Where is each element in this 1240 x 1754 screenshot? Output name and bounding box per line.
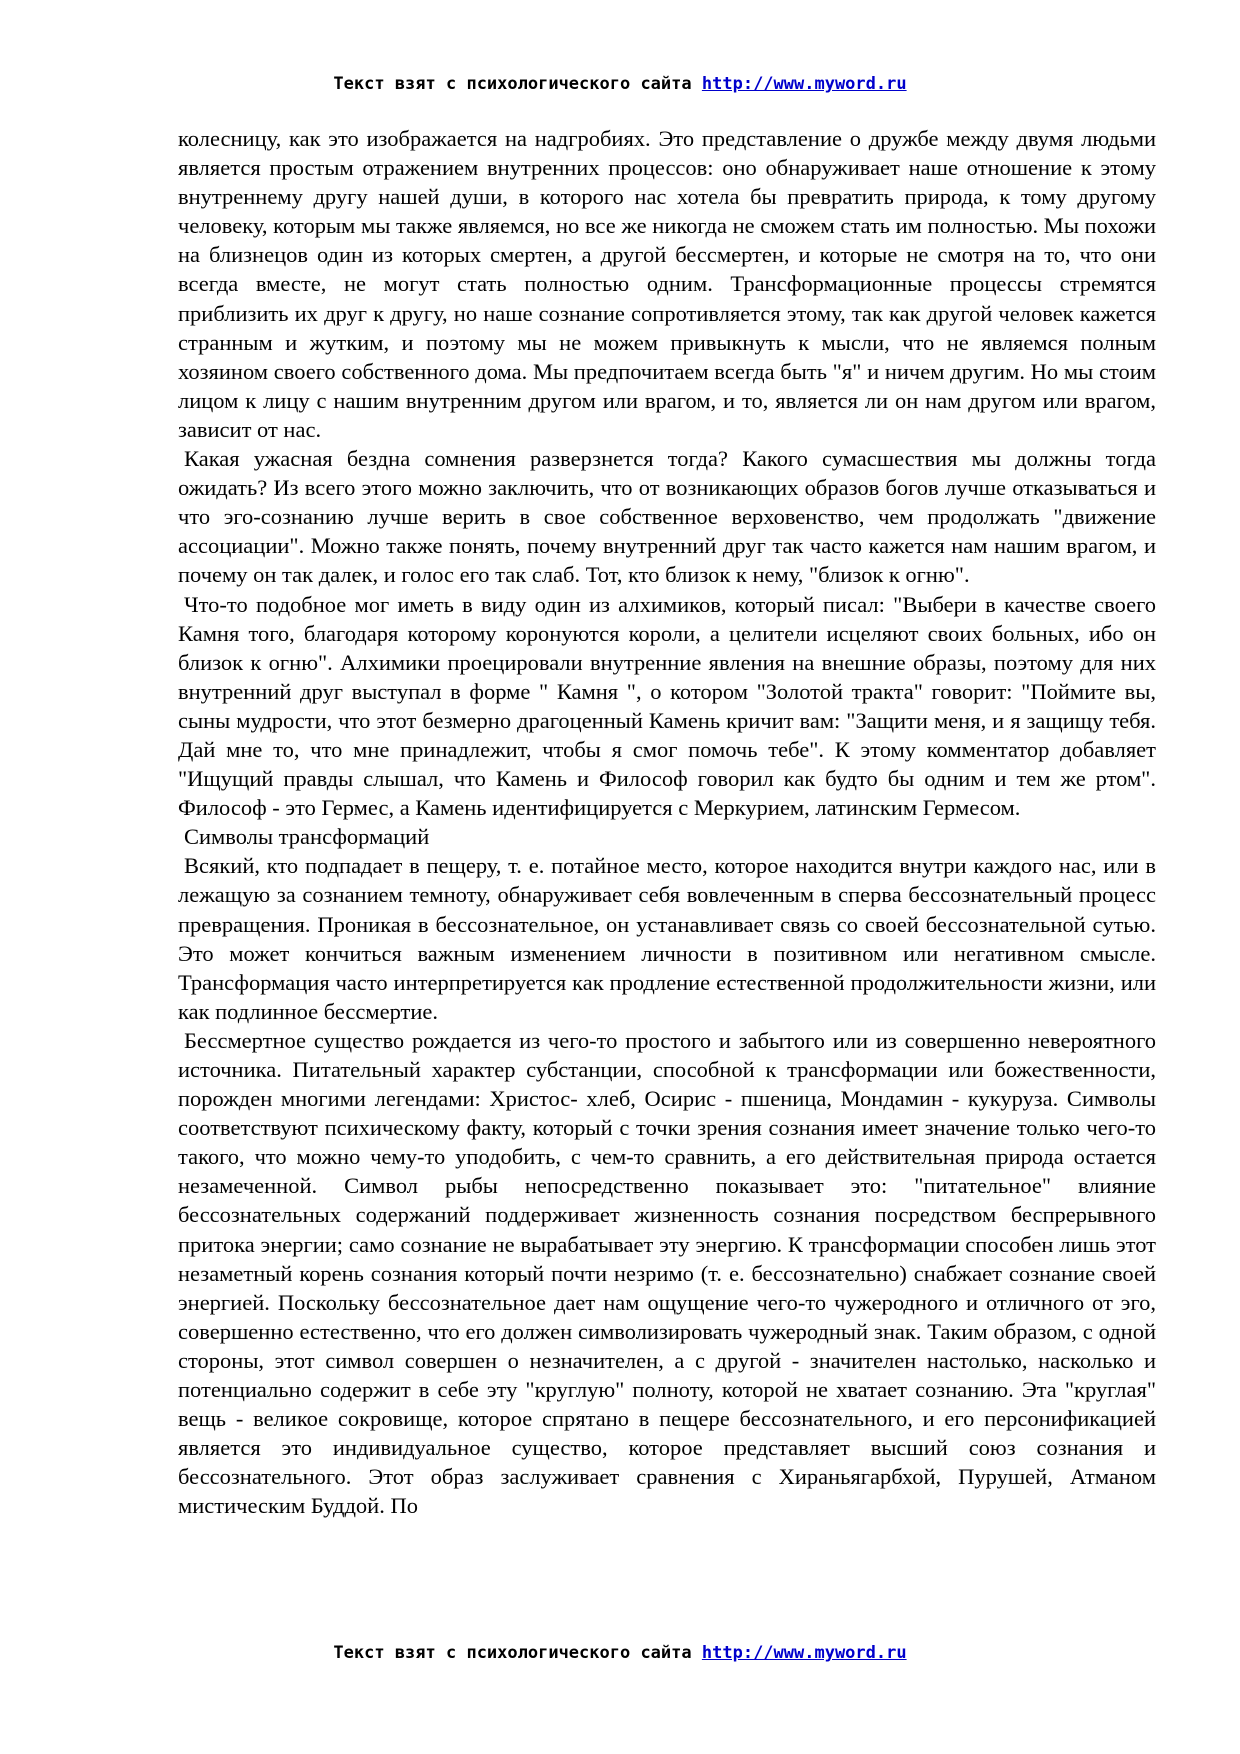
page-header xyxy=(0,74,1240,94)
paragraph: Всякий, кто подпадает в пещеру, т. е. потайное место, которое находится внутри каждого нас, или в лежащую за сознанием темноту, обнаруживает себя вовлеченным в сперва бессознательный процесс превращения. Проникая в бессознательное, он устанавливает связь со своей бессознательной сутью. Это может кончиться важным изменением личности в позитивном или негативном смысле. Трансформация часто интерпретируется как продление естественной продолжительности жизни, или как подлинное бессмертие. xyxy=(178,853,1156,1024)
paragraph: Что-то подобное мог иметь в виду один из алхимиков, который писал: "Выбери в качестве своего Камня того, благодаря которому коронуются короли, а целители исцеляют своих больных, ибо он близок к огню". Алхимики проецировали внутренние явления на внешние образы, поэтому для них внутренний друг выступал в форме " Камня ", о котором "Золотой тракта" говорит: "Поймите вы, сыны мудрости, что этот безмерно драгоценный Камень кричит вам: "Защити меня, и я защищу тебя. Дай мне то, что мне принадлежит, чтобы я смог помочь тебе". К этому комментатор добавляет "Ищущий правды слышал, что Камень и Философ говорил как будто бы одним и тем же ртом". Философ - это Гермес, а Камень идентифицируется с Меркурием, латинским Гермесом. xyxy=(178,591,1156,821)
section-heading: Символы трансформаций xyxy=(184,824,430,850)
paragraph: Какая ужасная бездна сомнения разверзнется тогда? Какого сумасшествия мы должны тогда ожидать? Из всего этого можно заключить, что от возникающих образов богов лучше отказываться и что эго-сознанию лучше верить в свое собственное верховенство, чем продолжать "движение ассоциации". Можно также понять, почему внутренний друг так часто кажется нам нашим врагом, и почему он так далек, и голос его так слаб. Тот, кто близок к нему, "близок к огню". xyxy=(178,446,1156,588)
header-site-link[interactable]: http://www.myword.ru xyxy=(701,74,907,94)
footer-text: Текст взят с психологического сайта xyxy=(333,1643,692,1663)
document-body xyxy=(178,124,1156,1521)
paragraph: Бессмертное существо рождается из чего-то простого и забытого или из совершенно невероятного источника. Питательный характер субстанции, способной к трансформации или божественности, порожден многими легендами: Христос- хлеб, Осирис - пшеница, Мондамин - кукуруза. Символы соответствуют психическому факту, который с точки зрения сознания имеет значение только чего-то такого, что можно чему-то уподобить, с чем-то сравнить, а его действительная природа остается незамеченной. Символ рыбы непосредственно показывает это: "питательное" влияние бессознательных содержаний поддерживает жизненность сознания посредством беспрерывного притока энергии; само сознание не вырабатывает эту энергию. К трансформации способен лишь этот незаметный корень сознания который почти незримо (т. е. бессознательно) снабжает сознание своей энергией. Поскольку бессознательное дает нам ощущение чего-то чужеродного и отличного от эго, совершенно естественно, что его должен символизировать чужеродный знак. Таким образом, с одной стороны, этот символ совершен о незначителен, а с другой - значителен настолько, насколько и потенциально содержит в себе эту "круглую" полноту, которой не хватает сознанию. Эта "круглая" вещь - великое сокровище, которое спрятано в пещере бессознательного, и его персонификацией является это индивидуальное существо, которое представляет высший союз сознания и бессознательного. Этот образ заслуживает сравнения с Хираньягарбхой, Пурушей, Атманом мистическим Буддой. По xyxy=(178,1027,1156,1519)
footer-site-link[interactable]: http://www.myword.ru xyxy=(701,1643,907,1663)
page-footer xyxy=(0,1643,1240,1663)
paragraph: колесницу, как это изображается на надгробиях. Это представление о дружбе между двумя людьми является простым отражением внутренних процессов: оно обнаруживает наше отношение к этому внутреннему другу нашей души, в которого нас хотела бы превратить природа, к тому другому человеку, которым мы также являемся, но все же никогда не сможем стать им полностью. Мы похожи на близнецов один из которых смертен, а другой бессмертен, и которые не смотря на то, что они всегда вместе, не могут стать полностью одним. Трансформационные процессы стремятся приблизить их друг к другу, но наше сознание сопротивляется этому, так как другой человек кажется странным и жутким, и поэтому мы не можем привыкнуть к мысли, что не являемся полным хозяином своего собственного дома. Мы предпочитаем всегда быть "я" и ничем другим. Но мы стоим лицом к лицу с нашим внутренним другом или врагом, и то, является ли он нам другом или врагом, зависит от нас. xyxy=(178,126,1156,442)
header-text: Текст взят с психологического сайта xyxy=(333,74,692,94)
